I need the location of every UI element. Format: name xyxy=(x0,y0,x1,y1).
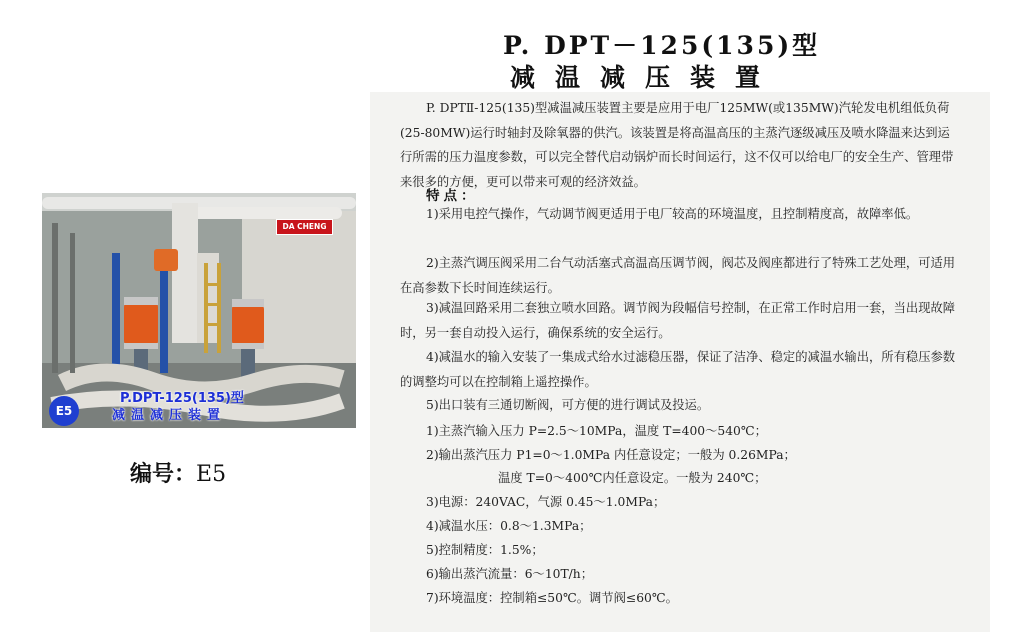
spec-line: 温度 T=0～400℃内任意设定。一般为 240℃； xyxy=(498,471,767,485)
spec-line: 4)减温水压：0.8～1.3MPa； xyxy=(426,519,592,533)
features-heading: 特点： xyxy=(426,188,479,204)
feature-item: 5)出口装有三通切断阀，可方便的进行调试及投运。 xyxy=(426,398,710,412)
feature-item: 3)减温回路采用二套独立喷水回路。调节阀为段幅信号控制，在正常工作时启用一套，当出现故障时，另一套自动投入运行，确保系统的安全运行。 xyxy=(400,301,956,340)
model-badge: E5 xyxy=(49,396,79,426)
intro-paragraph: P. DPTⅡ-125(135)型减温减压装置主要是应用于电厂125MW(或135MW)汽轮发电机组低负荷(25-80MW)运行时轴封及除氧器的供汽。该装置是将高温高压的主蒸汽逐级减压及喷水降温来达到运行所需的压力温度参数，可以完全替代启动锅炉而长时间运行，这不仅可以给电厂的安全生产、管理带来很多的方便，更可以带来可观的经济效益。 xyxy=(400,101,954,189)
feature-item: 4)减温水的输入安装了一集成式给水过滤稳压器，保证了洁净、稳定的减温水输出，所有稳压参数的调整均可以在控制箱上遥控操作。 xyxy=(400,350,956,389)
spec-line: 1)主蒸汽输入压力 P=2.5～10MPa，温度 T=400～540℃； xyxy=(426,424,767,438)
photo-caption-model: P.DPT-125(135)型 xyxy=(120,391,244,406)
document-title-model: P. DPT－125(135)型 xyxy=(503,31,821,60)
photo-caption-name: 减温减压装置 xyxy=(112,408,227,423)
product-code-label: 编号： xyxy=(130,461,197,487)
spec-line: 2)输出蒸汽压力 P1=0～1.0MPa 内任意设定；一般为 0.26MPa； xyxy=(426,448,796,462)
brand-sign: DA CHENG xyxy=(276,219,333,235)
spec-line: 5)控制精度：1.5%； xyxy=(426,543,544,557)
spec-line: 7)环境温度：控制箱≤50℃。调节阀≤60℃。 xyxy=(426,591,678,605)
feature-item: 2)主蒸汽调压阀采用二台气动活塞式高温高压调节阀，阀芯及阀座都进行了特殊工艺处理，可适用在高参数下长时间连续运行。 xyxy=(400,256,956,295)
spec-line: 6)输出蒸汽流量：6～10T/h； xyxy=(426,567,594,581)
feature-item: 1)采用电控气操作，气动调节阀更适用于电厂较高的环境温度，且控制精度高，故障率低。 xyxy=(426,207,919,221)
product-code-value: E5 xyxy=(196,462,227,487)
document-title-name: 减温减压装置 xyxy=(510,63,781,92)
spec-line: 3)电源：240VAC，气源 0.45～1.0MPa； xyxy=(426,495,666,509)
product-code xyxy=(130,457,226,488)
